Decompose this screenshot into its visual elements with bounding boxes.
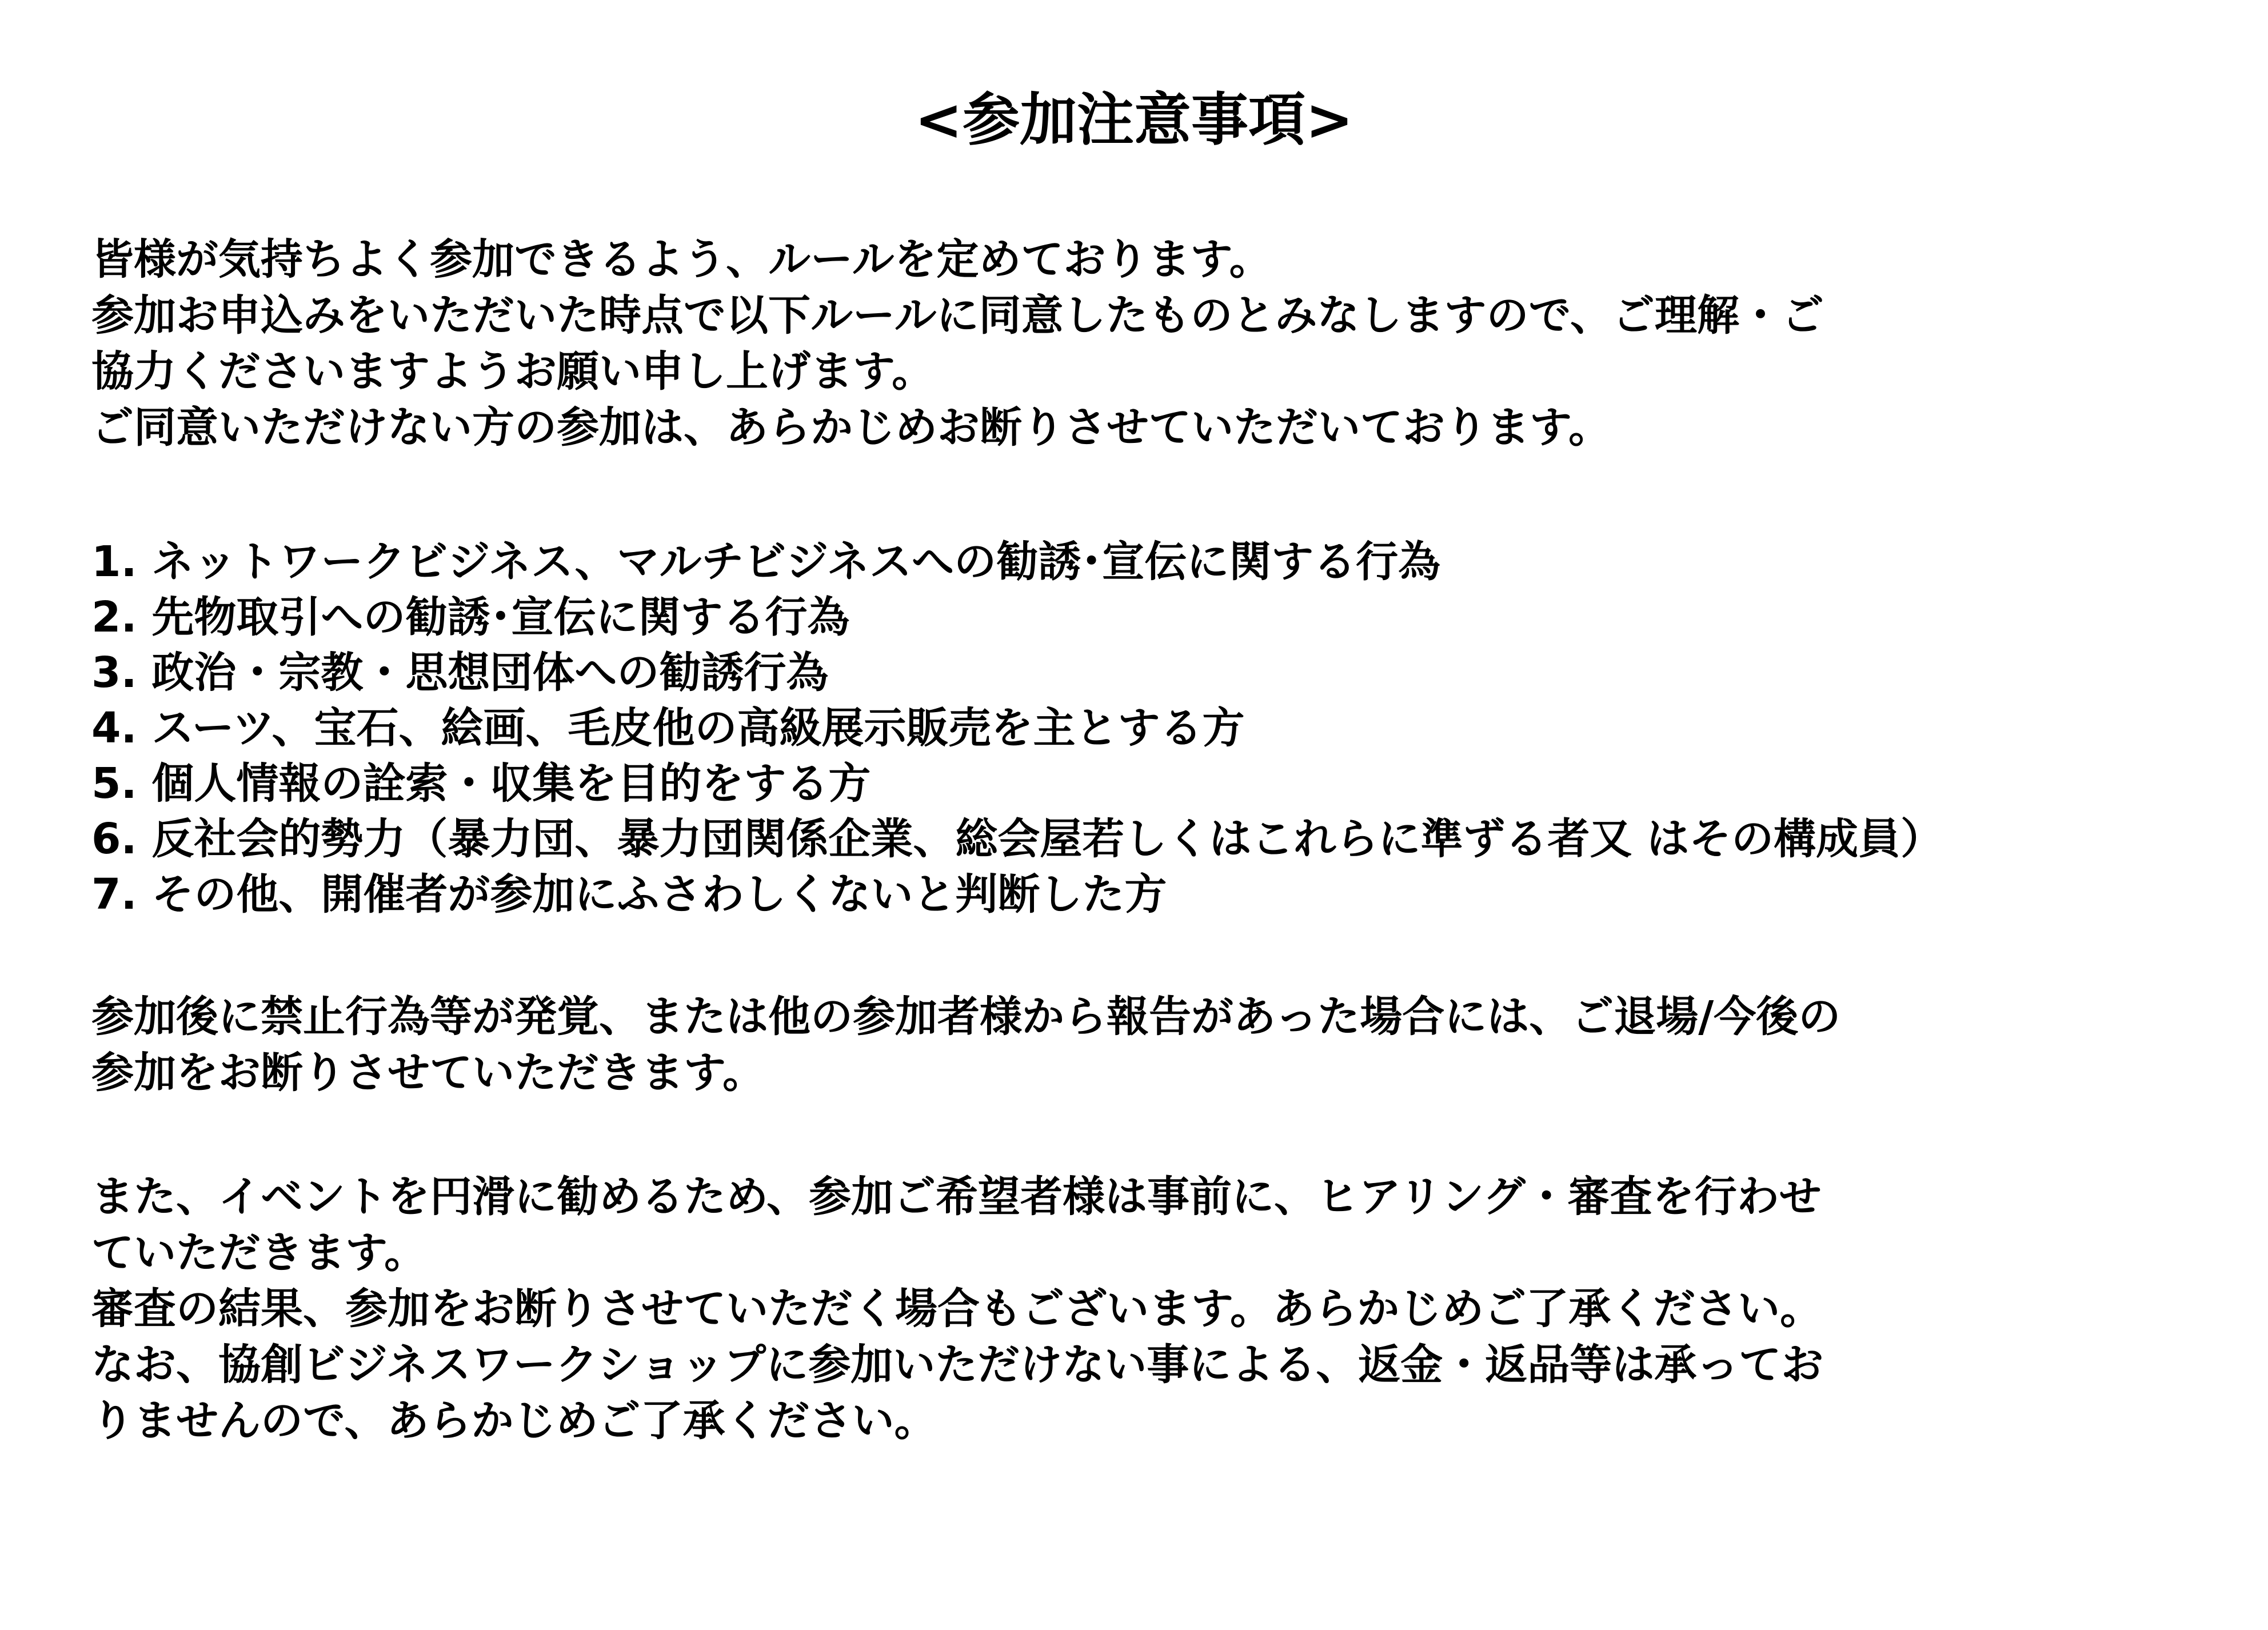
rule-item: 4. スーツ、宝石、絵画、毛皮他の高級展示販売を主とする方 bbox=[91, 704, 1245, 753]
rule-item: 7. その他、開催者が参加にふさわしくないと判断した方 bbox=[91, 870, 1167, 919]
rules-list bbox=[91, 534, 2206, 922]
page-title: <参加注意事項> bbox=[915, 86, 1353, 153]
screening-line: 審査の結果、参加をお断りさせていただく場合もございます。あらかじめご了承ください。 bbox=[91, 1284, 1823, 1333]
rule-item: 1. ネットワークビジネス、マルチビジネスへの勧誘･宣伝に関する行為 bbox=[91, 537, 1441, 586]
screening-line: ていただきます。 bbox=[91, 1228, 427, 1277]
intro-line: ご同意いただけない方の参加は、あらかじめお断りさせていただいております。 bbox=[91, 403, 1611, 452]
intro-line: 皆様が気持ちよく参加できるよう、ルールを定めております。 bbox=[91, 235, 1272, 284]
screening-line: また、イベントを円滑に勧めるため、参加ご希望者様は事前に、ヒアリング・審査を行わせ bbox=[91, 1172, 1822, 1221]
intro-line: 協力くださいますようお願い申し上げます。 bbox=[91, 347, 935, 396]
rule-item: 5. 個人情報の詮索・収集を目的をする方 bbox=[91, 759, 871, 808]
intro-line: 参加お申込みをいただいた時点で以下ルールに同意したものとみなしますので、ご理解・ご bbox=[91, 291, 1824, 340]
violation-line: 参加をお断りさせていただきます。 bbox=[91, 1048, 765, 1097]
screening-line: りませんので、あらかじめご了承ください。 bbox=[91, 1396, 937, 1445]
violation-paragraph bbox=[91, 989, 2206, 1101]
rule-item: 6. 反社会的勢力（暴力団、暴力団関係企業、総会屋若しくはこれらに準ずる者又 はその構成員） bbox=[91, 814, 1943, 864]
intro-paragraph bbox=[91, 231, 2206, 456]
rule-item: 3. 政治・宗教・思想団体への勧誘行為 bbox=[91, 648, 829, 697]
screening-line: なお、協創ビジネスワークショップに参加いただけない事による、返金・返品等は承ってお bbox=[91, 1340, 1824, 1389]
violation-line: 参加後に禁止行為等が発覚、または他の参加者様から報告があった場合には、ご退場/今後の bbox=[91, 992, 1841, 1041]
screening-paragraph bbox=[91, 1169, 2206, 1449]
rule-item: 2. 先物取引への勧誘･宣伝に関する行為 bbox=[91, 593, 850, 642]
